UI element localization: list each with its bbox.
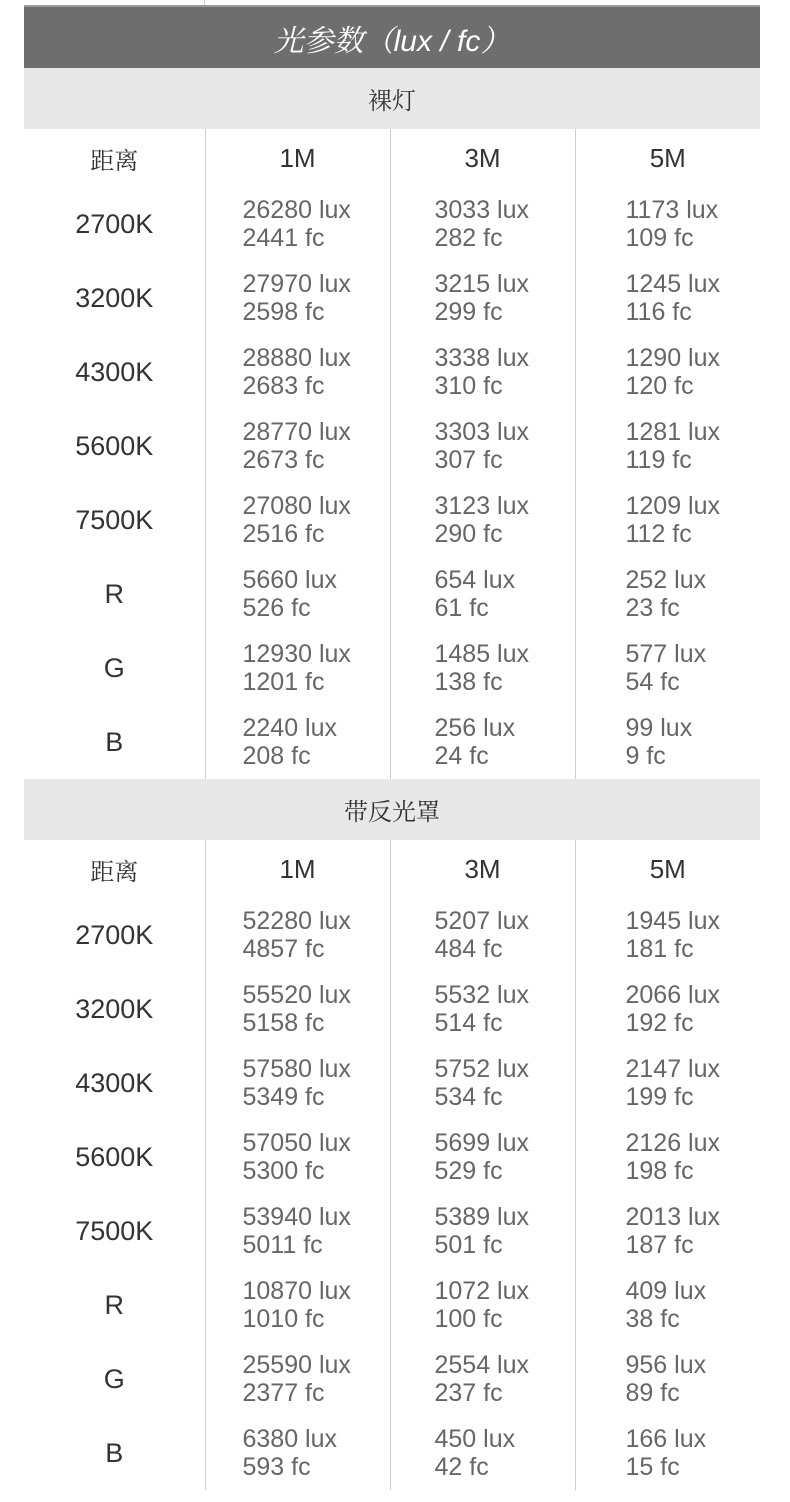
value-cell (205, 1046, 390, 1120)
value-cell (575, 705, 760, 779)
fc-value: 526 fc (242, 594, 311, 622)
fc-value: 310 fc (434, 372, 503, 400)
value-cell (205, 705, 390, 779)
lux-value: 2013 lux (625, 1203, 721, 1231)
value-cell (390, 261, 575, 335)
row-label: 5600K (75, 1141, 154, 1172)
value-cell (205, 261, 390, 335)
table-title: 光参数（lux / fc） (24, 7, 760, 68)
fc-value: 38 fc (625, 1305, 680, 1333)
lux-value: 1245 lux (625, 270, 721, 298)
column-header-d3: 5M (575, 840, 760, 898)
column-header-distance: 距离 (90, 147, 139, 175)
section-title: 裸灯 (24, 68, 760, 129)
value-cell (390, 1120, 575, 1194)
value-cell (575, 1268, 760, 1342)
value-cell (575, 1046, 760, 1120)
lux-value: 2126 lux (625, 1129, 721, 1157)
value-cell (575, 1194, 760, 1268)
lux-value: 166 lux (625, 1425, 707, 1453)
column-header-d1: 1M (205, 840, 390, 898)
value-cell (205, 898, 390, 972)
value-cell (390, 898, 575, 972)
fc-value: 208 fc (242, 742, 311, 770)
value-cell (575, 631, 760, 705)
value-cell (390, 409, 575, 483)
lux-value: 25590 lux (242, 1351, 351, 1379)
value-cell (390, 705, 575, 779)
column-header-d2: 3M (390, 129, 575, 187)
fc-value: 2673 fc (242, 446, 325, 474)
lux-value: 6380 lux (242, 1425, 338, 1453)
value-cell (575, 898, 760, 972)
fc-value: 199 fc (625, 1083, 694, 1111)
table-row (24, 483, 760, 557)
value-cell (575, 1342, 760, 1416)
value-cell (575, 335, 760, 409)
lux-value: 26280 lux (242, 196, 351, 224)
value-cell (205, 631, 390, 705)
fc-value: 307 fc (434, 446, 503, 474)
row-label: 4300K (75, 356, 154, 387)
row-label: 3200K (75, 993, 154, 1024)
lux-value: 52280 lux (242, 907, 351, 935)
lux-value: 5660 lux (242, 566, 338, 594)
fc-value: 2516 fc (242, 520, 325, 548)
lux-value: 27080 lux (242, 492, 351, 520)
lux-value: 2240 lux (242, 714, 338, 742)
lux-value: 577 lux (625, 640, 707, 668)
fc-value: 484 fc (434, 935, 503, 963)
lux-value: 99 lux (625, 714, 693, 742)
table-row (24, 1416, 760, 1490)
column-header-d3: 5M (575, 129, 760, 187)
fc-value: 4857 fc (242, 935, 325, 963)
lux-value: 57580 lux (242, 1055, 351, 1083)
value-cell (390, 483, 575, 557)
lux-value: 5207 lux (434, 907, 530, 935)
value-cell (575, 557, 760, 631)
lux-value: 27970 lux (242, 270, 351, 298)
lux-value: 57050 lux (242, 1129, 351, 1157)
fc-value: 593 fc (242, 1453, 311, 1481)
value-cell (575, 1120, 760, 1194)
fc-value: 299 fc (434, 298, 503, 326)
fc-value: 5011 fc (242, 1231, 323, 1259)
row-label: 4300K (75, 1067, 154, 1098)
value-cell (390, 1416, 575, 1490)
row-label: B (105, 726, 124, 757)
value-cell (575, 483, 760, 557)
light-parameter-table (24, 68, 760, 1490)
lux-value: 3033 lux (434, 196, 530, 224)
row-label: 5600K (75, 430, 154, 461)
section-title: 带反光罩 (24, 779, 760, 840)
section-header-row (24, 779, 760, 840)
table-row (24, 631, 760, 705)
fc-value: 24 fc (434, 742, 489, 770)
fc-value: 514 fc (434, 1009, 503, 1037)
value-cell (390, 1046, 575, 1120)
fc-value: 501 fc (434, 1231, 503, 1259)
lux-value: 1072 lux (434, 1277, 530, 1305)
fc-value: 237 fc (434, 1379, 503, 1407)
lux-value: 1281 lux (625, 418, 721, 446)
lux-value: 3215 lux (434, 270, 530, 298)
value-cell (575, 972, 760, 1046)
lux-value: 450 lux (434, 1425, 516, 1453)
fc-value: 119 fc (625, 446, 692, 474)
value-cell (390, 1342, 575, 1416)
fc-value: 116 fc (625, 298, 692, 326)
fc-value: 15 fc (625, 1453, 680, 1481)
lux-value: 1485 lux (434, 640, 530, 668)
row-label: 2700K (75, 208, 154, 239)
lux-value: 1173 lux (625, 196, 719, 224)
table-row (24, 1268, 760, 1342)
lux-value: 53940 lux (242, 1203, 351, 1231)
table-row (24, 1342, 760, 1416)
fc-value: 120 fc (625, 372, 694, 400)
value-cell (205, 335, 390, 409)
fc-value: 23 fc (625, 594, 680, 622)
value-cell (390, 335, 575, 409)
fc-value: 198 fc (625, 1157, 694, 1185)
value-cell (575, 1416, 760, 1490)
column-header-row (24, 129, 760, 187)
lux-value: 3303 lux (434, 418, 530, 446)
row-label: 7500K (75, 504, 154, 535)
fc-value: 192 fc (625, 1009, 694, 1037)
fc-value: 89 fc (625, 1379, 680, 1407)
table-row (24, 972, 760, 1046)
table-row (24, 261, 760, 335)
table-row (24, 557, 760, 631)
fc-value: 290 fc (434, 520, 503, 548)
fc-value: 61 fc (434, 594, 489, 622)
lux-value: 2554 lux (434, 1351, 530, 1379)
fc-value: 1201 fc (242, 668, 325, 696)
value-cell (390, 187, 575, 261)
table-row (24, 335, 760, 409)
row-label: 7500K (75, 1215, 154, 1246)
lux-value: 1945 lux (625, 907, 721, 935)
value-cell (205, 187, 390, 261)
lux-value: 2147 lux (625, 1055, 721, 1083)
fc-value: 112 fc (625, 520, 692, 548)
lux-value: 3123 lux (434, 492, 530, 520)
row-label: R (104, 578, 124, 609)
fc-value: 54 fc (625, 668, 680, 696)
table-row (24, 705, 760, 779)
table-row (24, 1194, 760, 1268)
fc-value: 2598 fc (242, 298, 325, 326)
value-cell (390, 557, 575, 631)
fc-value: 2377 fc (242, 1379, 325, 1407)
fc-value: 109 fc (625, 224, 694, 252)
fc-value: 9 fc (625, 742, 666, 770)
fc-value: 100 fc (434, 1305, 503, 1333)
column-header-distance: 距离 (90, 858, 139, 886)
column-header-d1: 1M (205, 129, 390, 187)
table-row (24, 1046, 760, 1120)
top-column-stub (204, 0, 205, 5)
value-cell (205, 1268, 390, 1342)
value-cell (575, 187, 760, 261)
table-row (24, 409, 760, 483)
value-cell (575, 409, 760, 483)
row-label: G (103, 652, 125, 683)
row-label: 3200K (75, 282, 154, 313)
lux-value: 5699 lux (434, 1129, 530, 1157)
fc-value: 181 fc (625, 935, 694, 963)
row-label: R (104, 1289, 124, 1320)
fc-value: 534 fc (434, 1083, 503, 1111)
lux-value: 10870 lux (242, 1277, 351, 1305)
value-cell (390, 1194, 575, 1268)
lux-value: 5389 lux (434, 1203, 530, 1231)
value-cell (390, 972, 575, 1046)
value-cell (205, 557, 390, 631)
lux-value: 28880 lux (242, 344, 351, 372)
lux-value: 5532 lux (434, 981, 530, 1009)
fc-value: 5300 fc (242, 1157, 325, 1185)
lux-value: 2066 lux (625, 981, 721, 1009)
table-row (24, 898, 760, 972)
lux-value: 12930 lux (242, 640, 351, 668)
fc-value: 42 fc (434, 1453, 489, 1481)
value-cell (390, 631, 575, 705)
lux-value: 256 lux (434, 714, 516, 742)
value-cell (205, 1342, 390, 1416)
row-label: B (105, 1437, 124, 1468)
row-label: 2700K (75, 919, 154, 950)
lux-value: 654 lux (434, 566, 516, 594)
value-cell (205, 1120, 390, 1194)
lux-value: 252 lux (625, 566, 707, 594)
fc-value: 5158 fc (242, 1009, 325, 1037)
fc-value: 282 fc (434, 224, 503, 252)
lux-value: 956 lux (625, 1351, 707, 1379)
column-header-row (24, 840, 760, 898)
value-cell (205, 972, 390, 1046)
lux-value: 55520 lux (242, 981, 351, 1009)
table-row (24, 187, 760, 261)
column-header-d2: 3M (390, 840, 575, 898)
value-cell (205, 1194, 390, 1268)
fc-value: 2683 fc (242, 372, 325, 400)
fc-value: 1010 fc (242, 1305, 325, 1333)
value-cell (205, 409, 390, 483)
fc-value: 138 fc (434, 668, 503, 696)
lux-value: 1209 lux (625, 492, 721, 520)
value-cell (575, 261, 760, 335)
lux-value: 409 lux (625, 1277, 707, 1305)
section-header-row (24, 68, 760, 129)
table-body (24, 68, 760, 1490)
fc-value: 187 fc (625, 1231, 694, 1259)
lux-value: 3338 lux (434, 344, 530, 372)
fc-value: 2441 fc (242, 224, 325, 252)
lux-value: 28770 lux (242, 418, 351, 446)
value-cell (205, 483, 390, 557)
lux-value: 1290 lux (625, 344, 721, 372)
value-cell (390, 1268, 575, 1342)
table-row (24, 1120, 760, 1194)
row-label: G (103, 1363, 125, 1394)
fc-value: 5349 fc (242, 1083, 325, 1111)
fc-value: 529 fc (434, 1157, 503, 1185)
lux-value: 5752 lux (434, 1055, 530, 1083)
value-cell (205, 1416, 390, 1490)
